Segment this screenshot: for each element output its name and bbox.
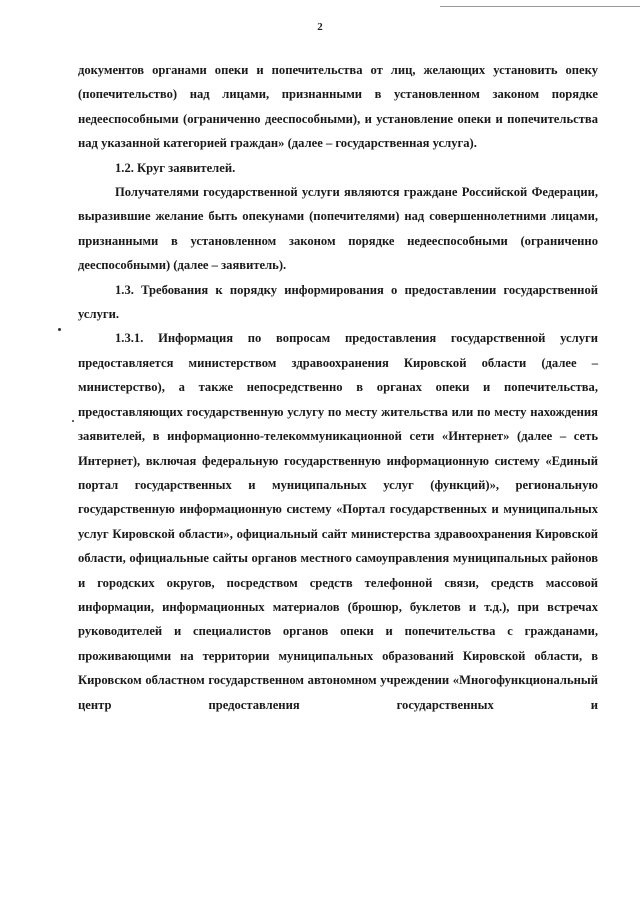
section-heading-applicants: 1.2. Круг заявителей. <box>115 160 236 175</box>
paragraph-applicants: Получателями государственной услуги являются граждане Российской Федерации, выразившие желание быть опекунами (попечителями) над совершеннолетними лицами, признанными в установленном законом порядке недееспособными (ограниченно дееспособными) (далее – заявитель). <box>78 185 598 273</box>
document-body <box>78 58 598 717</box>
section-heading-informing: 1.3. Требования к порядку информирования о предоставлении государственной услуги. <box>78 282 598 322</box>
top-edge-line <box>440 6 640 7</box>
paragraph-information-sources: 1.3.1. Информация по вопросам предоставления государственной услуги предоставляется министерством здравоохранения Кировской области (далее – министерство), а также непосредственно в органах опеки и попечительства, предоставляющих государственную услугу по месту жительства или по месту нахождения заявителей, в информационно-телекоммуникационной сети «Интернет» (далее – сеть Интернет), включая федеральную государственную информационную систему «Единый портал государственных и муниципальных услуг (функций)», региональную государственную информационную систему «Портал государственных и муниципальных услуг Кировской области», официальный сайт министерства здравоохранения Кировской области, официальные сайты органов местного самоуправления муниципальных районов и городских округов, посредством средств телефонной связи, средств массовой информации, информационных материалов (брошюр, буклетов и т.д.), при встречах руководителей и специалистов органов опеки и попечительства с гражданами, проживающими на территории муниципальных образований Кировской области, в Кировском областном государственном автономном учреждении «Многофункциональный центр предоставления государственных и <box>78 331 598 712</box>
scan-speck <box>72 420 74 422</box>
scan-speck <box>58 328 61 331</box>
page-number: 2 <box>317 21 323 33</box>
paragraph-service-definition: документов органами опеки и попечительства от лиц, желающих установить опеку (попечительство) над лицами, признанными в установленном законом порядке недееспособными (ограниченно дееспособными), и установление опеки и попечительства над указанной категорией граждан» (далее – государственная услуга). <box>78 63 598 151</box>
